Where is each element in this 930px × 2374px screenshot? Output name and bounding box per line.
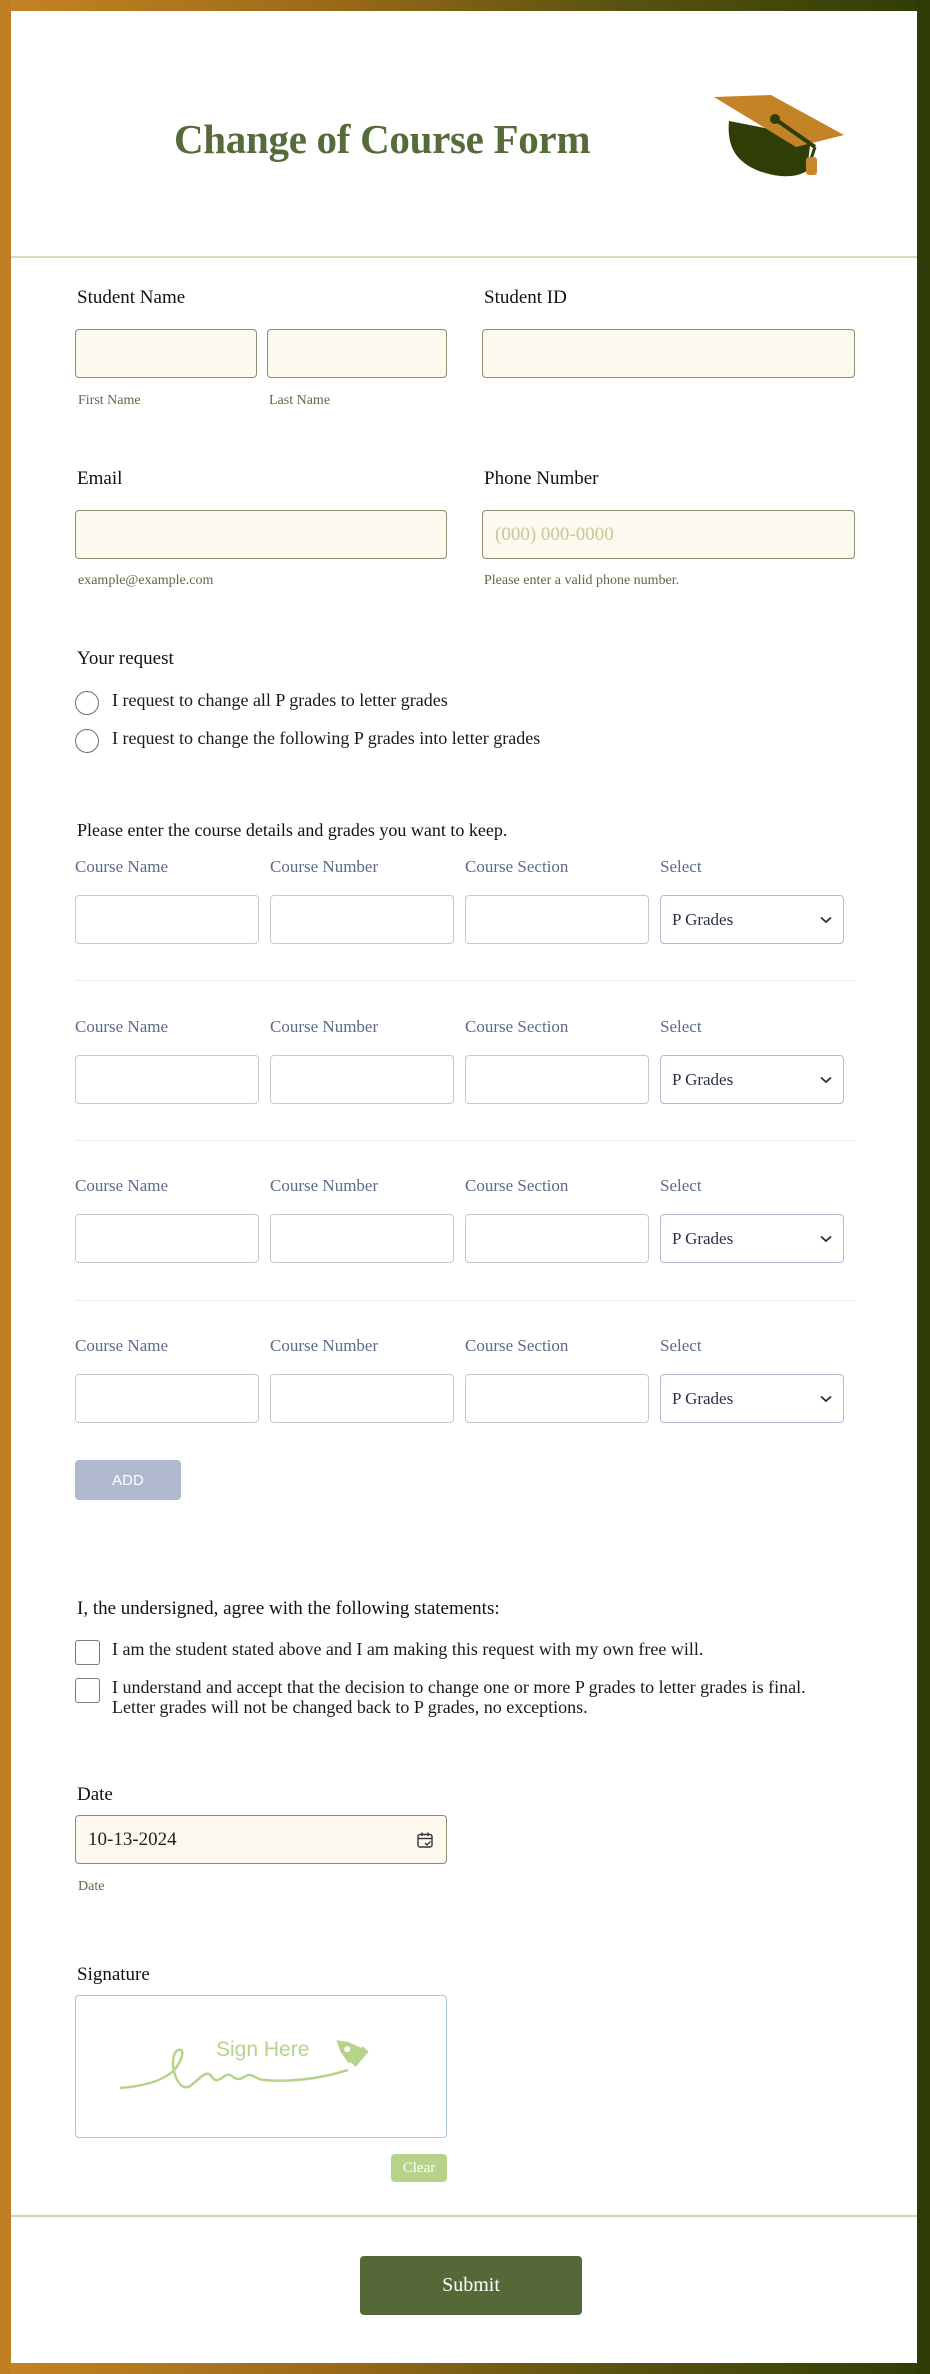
course-name-label: Course Name bbox=[75, 1017, 169, 1036]
chevron-down-icon bbox=[820, 916, 832, 924]
phone-placeholder: (000) 000-0000 bbox=[495, 523, 614, 545]
course-section-input[interactable] bbox=[465, 1374, 649, 1423]
row-divider bbox=[75, 980, 855, 981]
course-section-label: Course Section bbox=[465, 857, 569, 876]
phone-label: Phone Number bbox=[484, 468, 599, 489]
last-name-input[interactable] bbox=[267, 329, 447, 378]
agreement-label: I, the undersigned, agree with the following statements: bbox=[77, 1598, 500, 1619]
agreement-checkbox-1[interactable] bbox=[75, 1640, 100, 1665]
signature-label: Signature bbox=[77, 1964, 150, 1985]
student-id-input[interactable] bbox=[482, 329, 855, 378]
request-option-all-label[interactable]: I request to change all P grades to letter grades bbox=[112, 690, 448, 710]
course-section-input[interactable] bbox=[465, 1214, 649, 1263]
request-radio-following[interactable] bbox=[75, 729, 99, 753]
select-label: Select bbox=[660, 1176, 702, 1195]
course-name-input[interactable] bbox=[75, 1374, 259, 1423]
footer-divider bbox=[11, 2215, 917, 2217]
course-name-input[interactable] bbox=[75, 895, 259, 944]
chevron-down-icon bbox=[820, 1395, 832, 1403]
phone-input[interactable] bbox=[482, 510, 855, 559]
clear-signature-button[interactable]: Clear bbox=[391, 2154, 447, 2182]
chevron-down-icon bbox=[820, 1076, 832, 1084]
course-section-input[interactable] bbox=[465, 895, 649, 944]
student-id-label: Student ID bbox=[484, 287, 567, 308]
course-number-input[interactable] bbox=[270, 1374, 454, 1423]
course-number-label: Course Number bbox=[270, 1336, 379, 1355]
request-option-following-label[interactable]: I request to change the following P grades into letter grades bbox=[112, 728, 541, 748]
form-container bbox=[11, 11, 917, 2363]
date-value: 10-13-2024 bbox=[88, 1828, 177, 1850]
grade-select-value: P Grades bbox=[672, 1388, 734, 1408]
frame-left-border bbox=[0, 0, 11, 2374]
grade-select-value: P Grades bbox=[672, 1228, 734, 1248]
course-section-input[interactable] bbox=[465, 1055, 649, 1104]
row-divider bbox=[75, 1300, 855, 1301]
graduation-cap-icon bbox=[711, 83, 861, 183]
grade-select[interactable] bbox=[660, 1214, 844, 1263]
student-name-label: Student Name bbox=[77, 287, 186, 308]
page-title: Change of Course Form bbox=[174, 116, 591, 162]
grade-select[interactable] bbox=[660, 895, 844, 944]
date-label: Date bbox=[77, 1784, 113, 1805]
signature-scribble-icon bbox=[116, 2036, 416, 2106]
course-name-input[interactable] bbox=[75, 1214, 259, 1263]
course-number-label: Course Number bbox=[270, 1176, 379, 1195]
date-input[interactable] bbox=[75, 1815, 447, 1864]
first-name-input[interactable] bbox=[75, 329, 257, 378]
submit-button[interactable]: Submit bbox=[360, 2256, 582, 2315]
grade-select-value: P Grades bbox=[672, 909, 734, 929]
agreement-statement-2[interactable]: I understand and accept that the decision to change one or more P grades to letter grades is final. bbox=[112, 1677, 806, 1697]
agreement-statement-2-cont: Letter grades will not be changed back to P grades, no exceptions. bbox=[112, 1697, 588, 1717]
agreement-statement-1[interactable]: I am the student stated above and I am making this request with my own free will. bbox=[112, 1639, 704, 1659]
date-sublabel: Date bbox=[78, 1879, 105, 1894]
course-name-label: Course Name bbox=[75, 1176, 169, 1195]
email-input[interactable] bbox=[75, 510, 447, 559]
select-label: Select bbox=[660, 1336, 702, 1355]
course-section-label: Course Section bbox=[465, 1336, 569, 1355]
phone-sublabel: Please enter a valid phone number. bbox=[484, 573, 680, 588]
add-course-button[interactable]: ADD bbox=[75, 1460, 181, 1500]
course-number-input[interactable] bbox=[270, 1055, 454, 1104]
course-number-input[interactable] bbox=[270, 895, 454, 944]
request-label: Your request bbox=[77, 648, 174, 669]
course-number-label: Course Number bbox=[270, 1017, 379, 1036]
agreement-checkbox-2[interactable] bbox=[75, 1678, 100, 1703]
chevron-down-icon bbox=[820, 1235, 832, 1243]
sign-here-placeholder: Sign Here bbox=[216, 2038, 310, 2061]
course-name-label: Course Name bbox=[75, 857, 169, 876]
frame-right-border bbox=[917, 0, 930, 2374]
select-label: Select bbox=[660, 1017, 702, 1036]
course-number-label: Course Number bbox=[270, 857, 379, 876]
email-label: Email bbox=[77, 468, 123, 489]
row-divider bbox=[75, 1140, 855, 1141]
grade-select[interactable] bbox=[660, 1055, 844, 1104]
course-section-label: Course Section bbox=[465, 1176, 569, 1195]
courses-label: Please enter the course details and grades you want to keep. bbox=[77, 820, 508, 840]
first-name-sublabel: First Name bbox=[78, 393, 141, 408]
course-section-label: Course Section bbox=[465, 1017, 569, 1036]
course-name-input[interactable] bbox=[75, 1055, 259, 1104]
last-name-sublabel: Last Name bbox=[269, 393, 331, 408]
grade-select[interactable] bbox=[660, 1374, 844, 1423]
grade-select-value: P Grades bbox=[672, 1069, 734, 1089]
signature-pad[interactable] bbox=[75, 1995, 447, 2138]
calendar-icon[interactable] bbox=[416, 1831, 434, 1849]
form-header bbox=[11, 11, 917, 258]
email-sublabel: example@example.com bbox=[78, 573, 214, 588]
select-label: Select bbox=[660, 857, 702, 876]
course-number-input[interactable] bbox=[270, 1214, 454, 1263]
request-radio-all[interactable] bbox=[75, 691, 99, 715]
course-name-label: Course Name bbox=[75, 1336, 169, 1355]
